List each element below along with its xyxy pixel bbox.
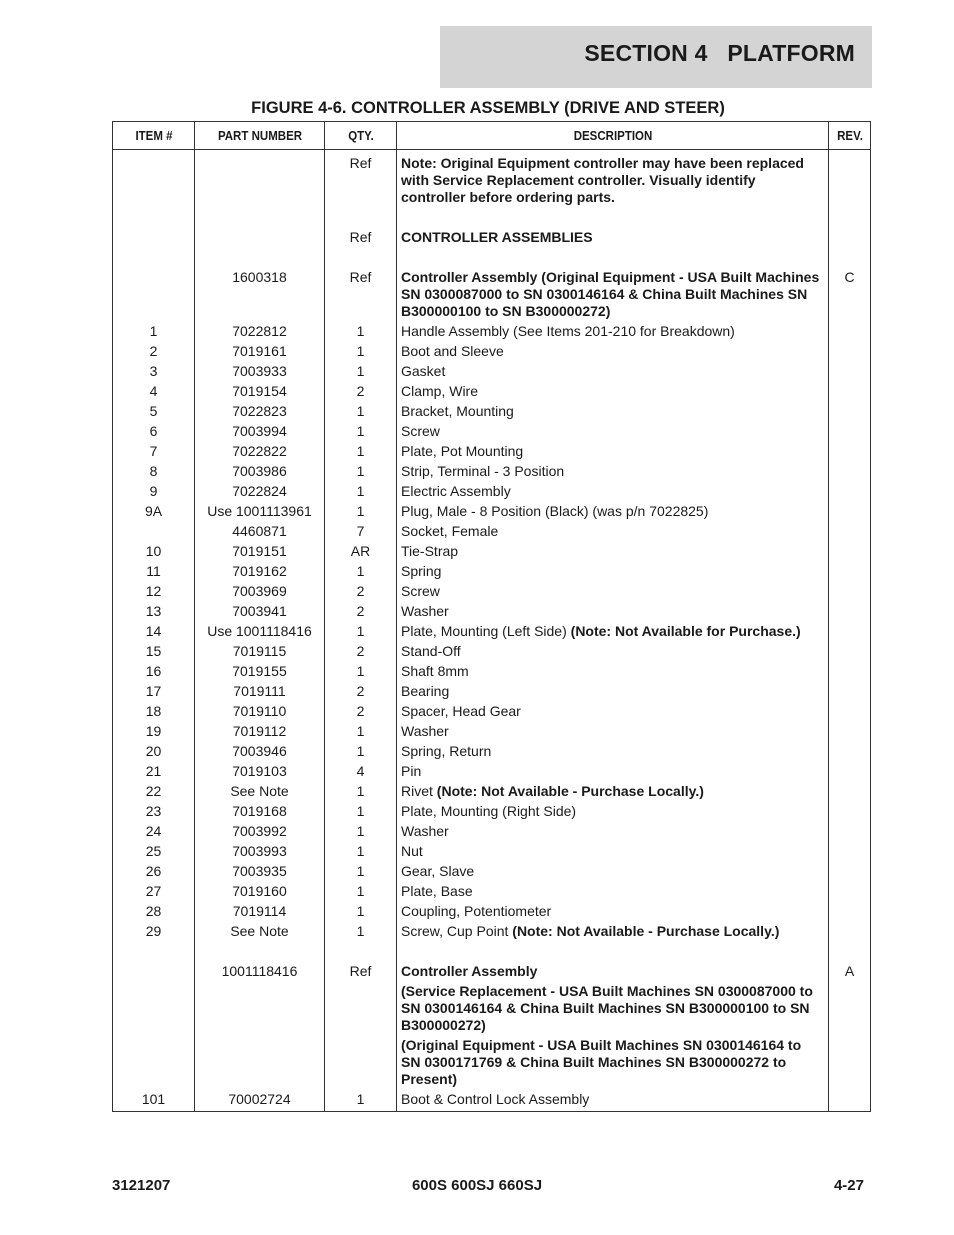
cell-part-number: 7019112 [195,720,325,740]
cell-item-number: 6 [113,420,195,440]
description-text: Socket, Female [401,523,499,539]
cell-part-number: 7019110 [195,700,325,720]
cell-qty: 1 [325,740,397,760]
cell-item-number [113,246,195,320]
cell-part-number: 7019154 [195,380,325,400]
table-row [113,480,871,500]
cell-item-number: 2 [113,340,195,360]
table-row [113,420,871,440]
cell-part-number: 7003941 [195,600,325,620]
table-row [113,520,871,540]
cell-item-number: 26 [113,860,195,880]
cell-description [397,740,829,760]
cell-item-number [113,940,195,980]
description-text: Strip, Terminal - 3 Position [401,463,565,479]
table-row [113,700,871,720]
cell-rev [829,1088,871,1112]
cell-item-number: 101 [113,1088,195,1112]
cell-qty: 1 [325,480,397,500]
cell-part-number: 70002724 [195,1088,325,1112]
cell-qty: 2 [325,380,397,400]
cell-rev: A [829,940,871,980]
cell-item-number: 25 [113,840,195,860]
cell-part-number: 1600318 [195,246,325,320]
table-row [113,920,871,940]
description-text: Boot and Sleeve [401,343,504,359]
description-text: Plate, Pot Mounting [401,443,524,459]
cell-qty: 1 [325,340,397,360]
figure-title: FIGURE 4-6. CONTROLLER ASSEMBLY (DRIVE AND STEER) [251,99,725,117]
cell-rev [829,500,871,520]
table-row [113,500,871,520]
description-text: Washer [401,723,449,739]
description-text: Note: Original Equipment controller may have been replaced with Service Replacement controller. Visually identify controller before ordering parts. [401,155,804,205]
cell-description [397,380,829,400]
cell-rev [829,740,871,760]
cell-rev [829,640,871,660]
parts-table [112,121,871,1112]
table-row [113,400,871,420]
cell-rev [829,150,871,207]
table-row [113,760,871,780]
cell-rev [829,780,871,800]
cell-qty [325,980,397,1034]
cell-description [397,540,829,560]
header-qty: QTY. [327,122,393,150]
cell-rev [829,480,871,500]
cell-part-number [195,1034,325,1088]
description-text: Screw, Cup Point [401,923,513,939]
cell-part-number [195,980,325,1034]
cell-description [397,860,829,880]
cell-part-number: 7003994 [195,420,325,440]
cell-item-number: 23 [113,800,195,820]
cell-rev [829,320,871,340]
cell-description [397,246,829,320]
cell-qty: 1 [325,500,397,520]
description-text: Plug, Male - 8 Position (Black) (was p/n 7022825) [401,503,709,519]
cell-part-number: 7022822 [195,440,325,460]
description-text: Rivet [401,783,437,799]
cell-part-number: 7022823 [195,400,325,420]
cell-part-number: 1001118416 [195,940,325,980]
cell-qty: 1 [325,880,397,900]
cell-part-number: 7019115 [195,640,325,660]
cell-qty: 1 [325,620,397,640]
cell-part-number: Use 1001113961 [195,500,325,520]
table-row [113,320,871,340]
description-text: Plate, Mounting (Right Side) [401,803,577,819]
table-header-row [113,122,871,150]
description-text: Controller Assembly (Original Equipment - USA Built Machines SN 0300087000 to SN 0300146164 & China Built Machines SN B300000100 to SN B300000272) [401,269,820,319]
table-row [113,460,871,480]
cell-rev [829,620,871,640]
cell-part-number: 7019103 [195,760,325,780]
cell-qty: Ref [325,150,397,207]
cell-description [397,360,829,380]
cell-part-number: 7019162 [195,560,325,580]
cell-part-number: 7003933 [195,360,325,380]
cell-rev [829,900,871,920]
cell-rev [829,920,871,940]
cell-item-number: 9 [113,480,195,500]
cell-item-number: 24 [113,820,195,840]
cell-item-number: 9A [113,500,195,520]
cell-item-number: 28 [113,900,195,920]
cell-rev [829,460,871,480]
description-text: Handle Assembly (See Items 201-210 for Breakdown) [401,323,735,339]
cell-qty: Ref [325,206,397,246]
cell-qty: 2 [325,580,397,600]
cell-description [397,560,829,580]
description-text: Electric Assembly [401,483,511,499]
description-text: Screw [401,583,440,599]
cell-qty: 1 [325,820,397,840]
cell-qty: 1 [325,920,397,940]
cell-item-number: 3 [113,360,195,380]
cell-rev: C [829,246,871,320]
cell-description [397,800,829,820]
cell-description [397,400,829,420]
description-text: Plate, Mounting (Left Side) [401,623,571,639]
cell-qty: 7 [325,520,397,540]
footer-doc-number: 3121207 [112,1177,171,1194]
cell-rev [829,760,871,780]
table-row [113,380,871,400]
cell-description [397,480,829,500]
description-text: Clamp, Wire [401,383,479,399]
table-row [113,246,871,320]
cell-description [397,150,829,207]
cell-rev [829,880,871,900]
cell-description [397,920,829,940]
cell-qty: 1 [325,1088,397,1112]
cell-qty: 2 [325,680,397,700]
table-row [113,880,871,900]
table-row [113,206,871,246]
cell-item-number: 1 [113,320,195,340]
header-rev: REV. [830,122,869,150]
cell-rev [829,580,871,600]
description-text: CONTROLLER ASSEMBLIES [401,229,593,245]
cell-description [397,940,829,980]
description-text: Gasket [401,363,446,379]
cell-qty: 2 [325,640,397,660]
cell-rev [829,980,871,1034]
cell-rev [829,800,871,820]
table-row [113,360,871,380]
table-row [113,720,871,740]
cell-item-number [113,520,195,540]
table-row [113,980,871,1034]
table-row [113,440,871,460]
description-text: (Note: Not Available - Purchase Locally.) [512,923,780,939]
cell-description [397,600,829,620]
cell-item-number: 16 [113,660,195,680]
cell-qty: Ref [325,940,397,980]
cell-rev [829,380,871,400]
table-row [113,640,871,660]
cell-rev [829,860,871,880]
cell-rev [829,840,871,860]
cell-part-number: See Note [195,780,325,800]
cell-item-number: 22 [113,780,195,800]
cell-qty: 1 [325,900,397,920]
cell-qty: 1 [325,420,397,440]
cell-qty: 4 [325,760,397,780]
cell-rev [829,206,871,246]
description-text: Pin [401,763,422,779]
table-row [113,820,871,840]
cell-description [397,720,829,740]
cell-item-number: 5 [113,400,195,420]
table-row [113,600,871,620]
cell-item-number [113,980,195,1034]
description-text: Shaft 8mm [401,663,469,679]
cell-item-number: 15 [113,640,195,660]
table-row [113,800,871,820]
cell-item-number: 17 [113,680,195,700]
cell-part-number: 7019155 [195,660,325,680]
cell-part-number: 7019111 [195,680,325,700]
cell-part-number: Use 1001118416 [195,620,325,640]
cell-description [397,1088,829,1112]
table-row [113,580,871,600]
description-text: Boot & Control Lock Assembly [401,1091,590,1107]
table-row [113,740,871,760]
cell-rev [829,440,871,460]
cell-qty: 1 [325,780,397,800]
table-row [113,1034,871,1088]
cell-rev [829,600,871,620]
cell-rev [829,660,871,680]
cell-description [397,780,829,800]
table-row [113,560,871,580]
description-text: Spacer, Head Gear [401,703,521,719]
description-text: Coupling, Potentiometer [401,903,552,919]
cell-item-number [113,150,195,207]
cell-qty: 1 [325,400,397,420]
description-text: Bracket, Mounting [401,403,514,419]
description-text: (Note: Not Available for Purchase.) [570,623,801,639]
cell-part-number: 7003946 [195,740,325,760]
cell-description [397,420,829,440]
cell-item-number: 27 [113,880,195,900]
table-row [113,620,871,640]
cell-qty [325,1034,397,1088]
table-row [113,150,871,207]
cell-rev [829,540,871,560]
cell-item-number: 20 [113,740,195,760]
cell-description [397,840,829,860]
cell-rev [829,360,871,380]
description-text: Stand-Off [401,643,461,659]
cell-description [397,660,829,680]
table-row [113,660,871,680]
description-text: (Original Equipment - USA Built Machines SN 0300146164 to SN 0300171769 & China Built Machines SN B300000272 to Present) [401,1037,802,1087]
cell-part-number: 7019161 [195,340,325,360]
cell-description [397,760,829,780]
cell-qty: 1 [325,560,397,580]
cell-rev [829,560,871,580]
cell-description [397,206,829,246]
cell-description [397,320,829,340]
cell-item-number: 13 [113,600,195,620]
cell-qty: 2 [325,700,397,720]
cell-part-number: 7003969 [195,580,325,600]
cell-part-number: 7022824 [195,480,325,500]
description-text: Gear, Slave [401,863,475,879]
cell-rev [829,680,871,700]
cell-rev [829,340,871,360]
description-text: Plate, Base [401,883,473,899]
cell-part-number: 4460871 [195,520,325,540]
cell-qty: Ref [325,246,397,320]
description-text: Spring [401,563,442,579]
table-row [113,840,871,860]
cell-part-number [195,206,325,246]
cell-rev [829,700,871,720]
cell-part-number: 7019168 [195,800,325,820]
cell-part-number: 7019160 [195,880,325,900]
parts-table-body [113,150,871,1112]
description-text: Tie-Strap [401,543,459,559]
cell-description [397,500,829,520]
section-title: SECTION 4 PLATFORM [584,40,855,66]
cell-qty: 1 [325,800,397,820]
cell-qty: 1 [325,720,397,740]
cell-description [397,700,829,720]
section-header [440,26,872,88]
cell-description [397,900,829,920]
cell-part-number: See Note [195,920,325,940]
footer-page-number: 4-27 [833,1177,864,1194]
cell-qty: 1 [325,320,397,340]
table-row [113,340,871,360]
cell-description [397,440,829,460]
table-row [113,1088,871,1112]
cell-description [397,580,829,600]
header-item-number: ITEM # [116,122,191,150]
cell-item-number: 18 [113,700,195,720]
table-row [113,940,871,980]
cell-item-number: 14 [113,620,195,640]
cell-description [397,620,829,640]
cell-part-number: 7003993 [195,840,325,860]
description-text: (Service Replacement - USA Built Machines SN 0300087000 to SN 0300146164 & China Built Machines SN B300000100 to SN B300000272) [401,983,813,1033]
cell-item-number: 21 [113,760,195,780]
cell-item-number [113,206,195,246]
cell-description [397,520,829,540]
table-row [113,540,871,560]
description-text: Controller Assembly [401,963,538,979]
cell-item-number: 11 [113,560,195,580]
cell-description [397,460,829,480]
cell-item-number: 19 [113,720,195,740]
cell-rev [829,400,871,420]
cell-rev [829,520,871,540]
cell-part-number: 7019151 [195,540,325,560]
cell-qty: 2 [325,600,397,620]
cell-item-number: 4 [113,380,195,400]
cell-item-number: 12 [113,580,195,600]
cell-item-number [113,1034,195,1088]
description-text: Screw [401,423,440,439]
cell-qty: 1 [325,460,397,480]
description-text: (Note: Not Available - Purchase Locally.) [436,783,704,799]
cell-description [397,880,829,900]
cell-part-number: 7022812 [195,320,325,340]
cell-item-number: 29 [113,920,195,940]
cell-rev [829,420,871,440]
header-description: DESCRIPTION [414,122,811,150]
description-text: Washer [401,823,449,839]
table-row [113,900,871,920]
cell-part-number: 7003992 [195,820,325,840]
description-text: Washer [401,603,449,619]
cell-item-number: 7 [113,440,195,460]
cell-description [397,820,829,840]
description-text: Nut [401,843,423,859]
cell-item-number: 10 [113,540,195,560]
cell-qty: AR [325,540,397,560]
table-row [113,680,871,700]
cell-qty: 1 [325,660,397,680]
cell-description [397,340,829,360]
table-row [113,780,871,800]
description-text: Spring, Return [401,743,492,759]
cell-description [397,1034,829,1088]
cell-qty: 1 [325,840,397,860]
cell-qty: 1 [325,440,397,460]
cell-rev [829,720,871,740]
cell-part-number: 7003935 [195,860,325,880]
header-part-number: PART NUMBER [200,122,320,150]
cell-item-number: 8 [113,460,195,480]
cell-part-number: 7019114 [195,900,325,920]
cell-part-number [195,150,325,207]
description-text: Bearing [401,683,450,699]
cell-description [397,680,829,700]
cell-qty: 1 [325,360,397,380]
cell-part-number: 7003986 [195,460,325,480]
cell-qty: 1 [325,860,397,880]
cell-description [397,640,829,660]
cell-description [397,980,829,1034]
cell-rev [829,820,871,840]
table-row [113,860,871,880]
footer-models: 600S 600SJ 660SJ [411,1177,543,1194]
cell-rev [829,1034,871,1088]
